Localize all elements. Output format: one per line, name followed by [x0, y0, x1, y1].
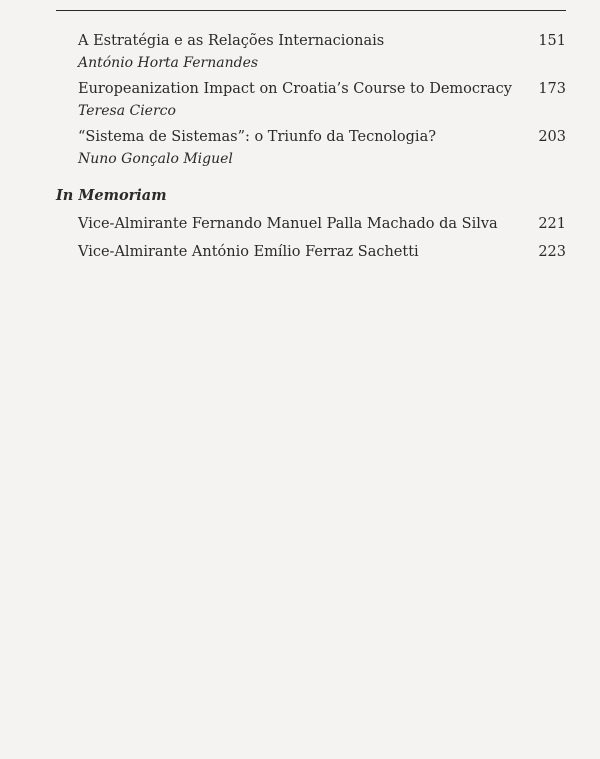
toc-entry-author: Teresa Cierco	[78, 103, 176, 119]
toc-entry	[78, 126, 566, 170]
toc-entry-author: Nuno Gonçalo Miguel	[78, 151, 233, 167]
memoriam-entry-page: 223	[538, 244, 566, 260]
memoriam-entry-title: Vice-Almirante António Emílio Ferraz Sachetti	[78, 244, 419, 260]
toc-entry-author: António Horta Fernandes	[78, 55, 259, 71]
header-rule	[56, 10, 566, 11]
toc-entry-title: A Estratégia e as Relações Internacionais	[78, 33, 385, 49]
memoriam-entry	[78, 213, 566, 235]
toc-entry-page: 173	[538, 81, 566, 97]
memoriam-entry-title: Vice-Almirante Fernando Manuel Palla Machado da Silva	[78, 216, 498, 232]
toc-entry	[78, 78, 566, 122]
toc-entry-page: 151	[538, 33, 566, 49]
section-heading-in-memoriam: In Memoriam	[56, 187, 167, 204]
memoriam-entry	[78, 241, 566, 263]
memoriam-entry-page: 221	[538, 216, 566, 232]
toc-entry-page: 203	[538, 129, 566, 145]
toc-entry-title: “Sistema de Sistemas”: o Triunfo da Tecnologia?	[78, 129, 436, 145]
toc-entry-title: Europeanization Impact on Croatia’s Course to Democracy	[78, 81, 512, 97]
toc-entry	[78, 30, 566, 74]
